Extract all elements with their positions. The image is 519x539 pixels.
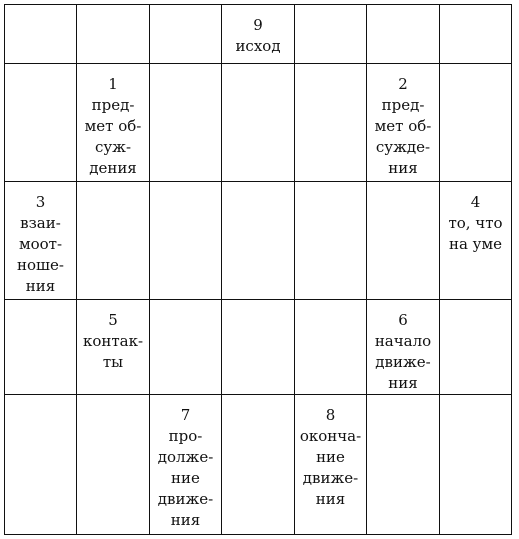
cell-label: про- долже- ние движе- ния bbox=[157, 427, 214, 529]
cell-number: 1 bbox=[108, 75, 118, 93]
cell-7 bbox=[150, 395, 222, 535]
cell-4 bbox=[440, 182, 512, 300]
table-cell bbox=[150, 182, 222, 300]
table-cell bbox=[367, 395, 440, 535]
cell-number: 3 bbox=[35, 193, 46, 211]
table-cell bbox=[150, 5, 222, 64]
table-cell bbox=[440, 5, 512, 64]
table-cell bbox=[150, 300, 222, 395]
cell-9 bbox=[222, 5, 295, 64]
table-cell bbox=[367, 5, 440, 64]
cell-number: 9 bbox=[253, 16, 263, 34]
cell-8 bbox=[295, 395, 367, 535]
cell-label: оконча- ние движе- ния bbox=[299, 427, 362, 508]
table-cell bbox=[5, 5, 77, 64]
table-cell bbox=[295, 64, 367, 182]
table-cell bbox=[367, 182, 440, 300]
cell-number: 4 bbox=[470, 193, 481, 211]
table-cell bbox=[5, 300, 77, 395]
cell-label: пред- мет об- суж- дения bbox=[84, 96, 142, 177]
cell-6 bbox=[367, 300, 440, 395]
cell-number: 6 bbox=[398, 311, 408, 329]
table-cell bbox=[222, 64, 295, 182]
cell-label: пред- мет об- сужде- ния bbox=[374, 96, 432, 177]
cell-label: то, что на уме bbox=[448, 214, 503, 253]
matrix-table bbox=[4, 4, 512, 535]
cell-number: 2 bbox=[398, 75, 408, 93]
cell-label: исход bbox=[235, 37, 281, 55]
cell-number: 7 bbox=[180, 406, 191, 424]
table-cell bbox=[77, 395, 150, 535]
table-cell bbox=[440, 64, 512, 182]
table-cell bbox=[77, 5, 150, 64]
cell-number: 5 bbox=[108, 311, 118, 329]
table-cell bbox=[150, 64, 222, 182]
table-cell bbox=[440, 395, 512, 535]
table-cell bbox=[222, 182, 295, 300]
cell-3 bbox=[5, 182, 77, 300]
table-cell bbox=[5, 64, 77, 182]
table-cell bbox=[295, 300, 367, 395]
cell-2 bbox=[367, 64, 440, 182]
cell-label: начало движе- ния bbox=[374, 332, 432, 392]
table-cell bbox=[5, 395, 77, 535]
cell-5 bbox=[77, 300, 150, 395]
table-cell bbox=[222, 300, 295, 395]
cell-label: взаи- моот- ноше- ния bbox=[17, 214, 64, 295]
cell-number: 8 bbox=[325, 406, 336, 424]
cell-1 bbox=[77, 64, 150, 182]
table-cell bbox=[295, 5, 367, 64]
table-cell bbox=[440, 300, 512, 395]
table-cell bbox=[295, 182, 367, 300]
table-cell bbox=[222, 395, 295, 535]
cell-label: контак- ты bbox=[82, 332, 144, 371]
table-cell bbox=[77, 182, 150, 300]
